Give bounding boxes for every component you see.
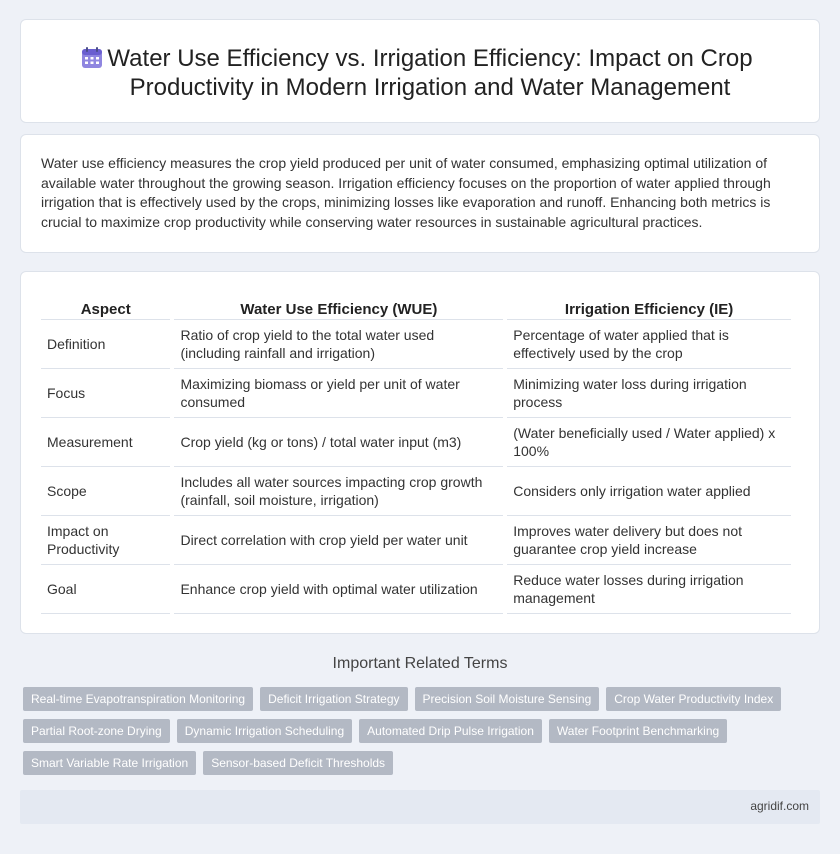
page-title: Water Use Efficiency vs. Irrigation Efficiency: Impact on Crop Productivity in Modern Irrigation and Water Management xyxy=(107,45,753,101)
related-term-tag[interactable]: Automated Drip Pulse Irrigation xyxy=(359,719,542,743)
cell-ie: Percentage of water applied that is effectively used by the crop xyxy=(507,320,791,369)
related-term-tag[interactable]: Sensor-based Deficit Thresholds xyxy=(203,751,393,775)
cell-aspect: Goal xyxy=(41,565,170,614)
footer xyxy=(20,790,820,824)
comparison-table xyxy=(37,294,795,614)
cell-wue: Ratio of crop yield to the total water used (including rainfall and irrigation) xyxy=(174,320,503,369)
related-term-tag[interactable]: Precision Soil Moisture Sensing xyxy=(415,687,600,711)
table-row xyxy=(41,418,791,467)
cell-ie: Improves water delivery but does not guarantee crop yield increase xyxy=(507,516,791,565)
related-term-tag[interactable]: Dynamic Irrigation Scheduling xyxy=(177,719,352,743)
table-row xyxy=(41,320,791,369)
cell-ie: Minimizing water loss during irrigation process xyxy=(507,369,791,418)
cell-wue: Direct correlation with crop yield per water unit xyxy=(174,516,503,565)
cell-ie: (Water beneficially used / Water applied) x 100% xyxy=(507,418,791,467)
cell-wue: Maximizing biomass or yield per unit of water consumed xyxy=(174,369,503,418)
table-header-row xyxy=(41,294,791,320)
table-row xyxy=(41,565,791,614)
cell-aspect: Scope xyxy=(41,467,170,516)
table-row xyxy=(41,369,791,418)
comparison-card xyxy=(20,271,820,634)
related-term-tag[interactable]: Smart Variable Rate Irrigation xyxy=(23,751,196,775)
related-terms-list xyxy=(23,687,803,775)
related-term-tag[interactable]: Real-time Evapotranspiration Monitoring xyxy=(23,687,253,711)
header-wue: Water Use Efficiency (WUE) xyxy=(174,294,503,320)
intro-paragraph: Water use efficiency measures the crop yield produced per unit of water consumed, emphasizing optimal utilization of available water throughout the growing season. Irrigation efficiency focuses on the proportion of water applied through irrigation that is effectively used by the crops, minimizing losses like evaporation and runoff. Enhancing both metrics is crucial to maximize crop productivity while conserving water resources in sustainable agricultural practices. xyxy=(41,155,771,230)
cell-aspect: Focus xyxy=(41,369,170,418)
related-term-tag[interactable]: Partial Root-zone Drying xyxy=(23,719,170,743)
related-term-tag[interactable]: Deficit Irrigation Strategy xyxy=(260,687,407,711)
cell-aspect: Impact on Productivity xyxy=(41,516,170,565)
cell-aspect: Definition xyxy=(41,320,170,369)
table-row xyxy=(41,516,791,565)
intro-card xyxy=(20,134,820,253)
related-terms-title: Important Related Terms xyxy=(332,655,508,672)
cell-ie: Considers only irrigation water applied xyxy=(507,467,791,516)
related-term-tag[interactable]: Water Footprint Benchmarking xyxy=(549,719,727,743)
footer-site-link[interactable]: agridif.com xyxy=(750,799,809,813)
related-term-tag[interactable]: Crop Water Productivity Index xyxy=(606,687,781,711)
cell-aspect: Measurement xyxy=(41,418,170,467)
cell-ie: Reduce water losses during irrigation management xyxy=(507,565,791,614)
title-card xyxy=(20,19,820,123)
cell-wue: Includes all water sources impacting crop growth (rainfall, soil moisture, irrigation) xyxy=(174,467,503,516)
header-aspect: Aspect xyxy=(41,294,170,320)
header-ie: Irrigation Efficiency (IE) xyxy=(507,294,791,320)
cell-wue: Crop yield (kg or tons) / total water input (m3) xyxy=(174,418,503,467)
table-row xyxy=(41,467,791,516)
cell-wue: Enhance crop yield with optimal water utilization xyxy=(174,565,503,614)
